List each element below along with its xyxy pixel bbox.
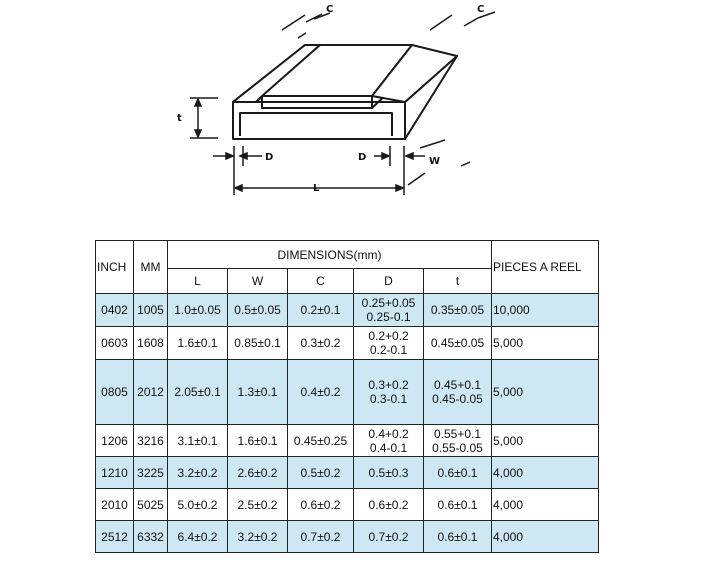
cell-inch: 2010 (96, 489, 134, 521)
dimensions-table (95, 240, 599, 553)
t-label: t (177, 113, 182, 124)
w-label: W (429, 156, 441, 167)
cell-t (424, 294, 492, 327)
cell-c: 0.2±0.1 (288, 294, 354, 327)
cell-w: 1.3±0.1 (228, 360, 288, 425)
cell-d (354, 521, 424, 553)
cell-d-line: 0.5±0.3 (368, 465, 409, 480)
cell-w: 3.2±0.2 (228, 521, 288, 553)
table-row (96, 521, 599, 553)
cell-inch: 0603 (96, 327, 134, 360)
header-dimensions: DIMENSIONS(mm) (168, 241, 492, 269)
header-l: L (168, 269, 228, 294)
cell-d-line: 0.2+0.2 (368, 329, 409, 343)
cell-c: 0.6±0.2 (288, 489, 354, 521)
cell-w: 0.5±0.05 (228, 294, 288, 327)
cell-t (424, 425, 492, 457)
cell-d (354, 457, 424, 489)
d-label-right: D (358, 152, 367, 163)
chip-resistor-drawing (0, 0, 707, 235)
cell-inch: 0402 (96, 294, 134, 327)
table-row (96, 457, 599, 489)
cell-pieces: 4,000 (492, 489, 599, 521)
cell-mm: 2012 (134, 360, 168, 425)
cell-l: 3.2±0.2 (168, 457, 228, 489)
cell-t-line: 0.45+0.1 (433, 378, 482, 392)
header-w: W (228, 269, 288, 294)
cell-t (424, 489, 492, 521)
cell-mm: 1608 (134, 327, 168, 360)
cell-t-line: 0.6±0.1 (437, 529, 478, 544)
cell-d (354, 489, 424, 521)
header-mm: MM (134, 241, 168, 294)
cell-l: 1.6±0.1 (168, 327, 228, 360)
cell-d-line: 0.2-0.1 (369, 343, 408, 357)
table-row (96, 327, 599, 360)
cell-pieces: 4,000 (492, 521, 599, 553)
cell-d-line: 0.4-0.1 (369, 440, 408, 455)
cell-w: 0.85±0.1 (228, 327, 288, 360)
cell-t-line: 0.45-0.05 (432, 392, 483, 406)
c-label-right: C (477, 4, 485, 15)
cell-d-line: 0.25-0.1 (366, 310, 411, 324)
cell-d-line: 0.4+0.2 (368, 426, 409, 441)
cell-c: 0.7±0.2 (288, 521, 354, 553)
cell-t-line: 0.55-0.05 (432, 440, 483, 455)
cell-d (354, 360, 424, 425)
cell-pieces: 10,000 (492, 294, 599, 327)
cell-mm: 5025 (134, 489, 168, 521)
cell-pieces: 5,000 (492, 425, 599, 457)
cell-t-line: 0.6±0.1 (437, 465, 478, 480)
table-row (96, 360, 599, 425)
cell-d-line: 0.3+0.2 (368, 378, 409, 392)
cell-mm: 3225 (134, 457, 168, 489)
c-label-left: C (326, 4, 334, 15)
table-body (96, 294, 599, 553)
cell-inch: 2512 (96, 521, 134, 553)
cell-c: 0.4±0.2 (288, 360, 354, 425)
cell-inch: 1210 (96, 457, 134, 489)
cell-l: 6.4±0.2 (168, 521, 228, 553)
cell-t-line: 0.35±0.05 (430, 303, 485, 317)
cell-d (354, 327, 424, 360)
cell-d-line: 0.6±0.2 (368, 497, 409, 512)
cell-t-line: 0.45±0.05 (430, 336, 485, 350)
header-t: t (424, 269, 492, 294)
cell-d-line: 0.25+0.05 (361, 296, 416, 310)
cell-l: 3.1±0.1 (168, 425, 228, 457)
cell-pieces: 5,000 (492, 327, 599, 360)
cell-l: 5.0±0.2 (168, 489, 228, 521)
cell-l: 2.05±0.1 (168, 360, 228, 425)
cell-d (354, 425, 424, 457)
cell-mm: 3216 (134, 425, 168, 457)
cell-d-line: 0.3-0.1 (369, 392, 408, 406)
cell-w: 2.6±0.2 (228, 457, 288, 489)
cell-l: 1.0±0.05 (168, 294, 228, 327)
cell-c: 0.5±0.2 (288, 457, 354, 489)
cell-c: 0.3±0.2 (288, 327, 354, 360)
table-row (96, 294, 599, 327)
cell-inch: 1206 (96, 425, 134, 457)
cell-w: 1.6±0.1 (228, 425, 288, 457)
cell-t (424, 327, 492, 360)
cell-c: 0.45±0.25 (288, 425, 354, 457)
cell-mm: 6332 (134, 521, 168, 553)
cell-t-line: 0.6±0.1 (437, 497, 478, 512)
table-row (96, 489, 599, 521)
cell-t-line: 0.55+0.1 (433, 426, 482, 441)
cell-inch: 0805 (96, 360, 134, 425)
cell-w: 2.5±0.2 (228, 489, 288, 521)
cell-t (424, 457, 492, 489)
cell-pieces: 4,000 (492, 457, 599, 489)
header-d: D (354, 269, 424, 294)
cell-t (424, 360, 492, 425)
cell-mm: 1005 (134, 294, 168, 327)
cell-t (424, 521, 492, 553)
cell-pieces: 5,000 (492, 360, 599, 425)
table-row (96, 425, 599, 457)
l-label: L (313, 183, 320, 194)
header-c: C (288, 269, 354, 294)
cell-d (354, 294, 424, 327)
d-label-left: D (265, 152, 274, 163)
header-pieces-a-reel: PIECES A REEL (492, 241, 599, 294)
cell-d-line: 0.7±0.2 (368, 529, 409, 544)
header-inch: INCH (96, 241, 134, 294)
